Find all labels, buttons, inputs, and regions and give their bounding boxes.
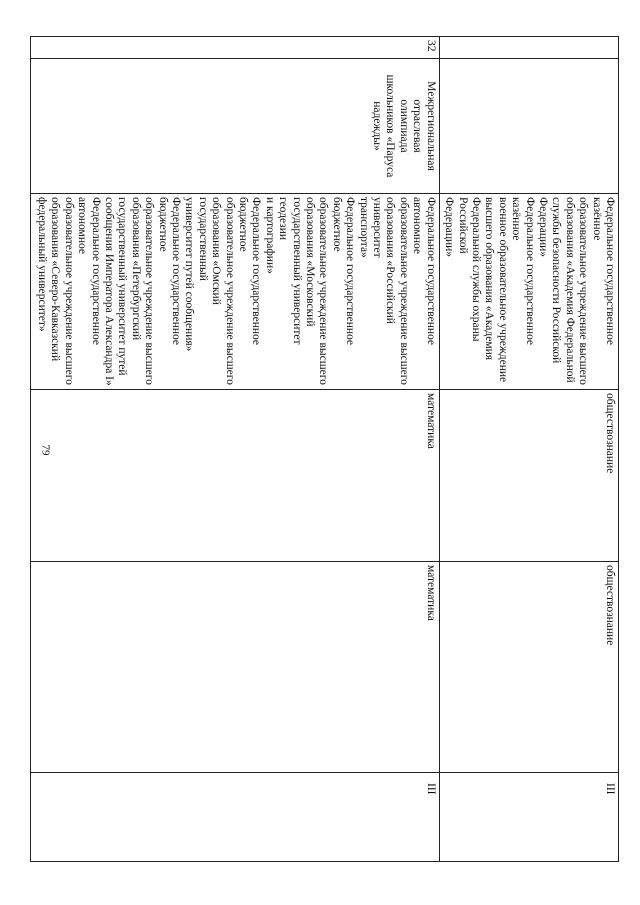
institution-line: Федеральное государственное бюджетное [156,197,182,346]
olympiad-name-cell [439,59,618,194]
institutions-cell [439,194,618,390]
table-row [30,37,439,862]
institution-line: образовательное учреждение высшего [62,197,75,385]
institution-line: военное образовательное учреждение [496,197,509,383]
olympiad-name-line: олимпиада [397,99,410,153]
institution-line: Федеральной службы охраны Российской [456,197,482,342]
row-number-cell [439,37,618,59]
institution-line: федеральный университет» [35,197,48,332]
olympiad-table [30,36,619,862]
institution-line: Федеральное государственное автономное [411,197,437,346]
institution-line: Федерации» [443,197,456,258]
olympiad-name-cell [30,59,439,194]
institution-line: образовательное учреждение высшего [317,197,330,385]
institution-line: Федеральное государственное казённое [510,197,536,346]
olympiad-name-line: Межрегиональная [424,81,437,171]
institution-line: университет путей сообщения» [183,197,196,352]
institution-line: государственный университет геодезии [277,197,303,345]
institution-line: и картографии» [263,197,276,274]
institution-line: образования «Московский [304,197,317,327]
institution-line: Федеральное государственное казённое [590,197,616,346]
institution-line: высшего образования «Академия [483,197,496,361]
subject-cell: математика [30,390,439,562]
institution-line: транспорта» [357,197,370,258]
institution-line: образования «Петербургский [129,197,142,341]
institution-line: государственный университет путей [116,197,129,376]
institution-line: образовательное учреждение высшего [223,197,236,385]
institution-line: образовательное учреждение высшего [577,197,590,385]
profile-cell: математика [30,562,439,773]
institution-line: образовательное учреждение высшего [143,197,156,385]
institution-line: Федерации» [536,197,549,258]
subject-cell: обществознание [439,390,618,562]
institution-line: сообщения Императора Александра I» [102,197,115,386]
institution-line: образовательное учреждение высшего [397,197,410,385]
olympiad-name-line: надежды» [371,101,384,151]
row-number-cell: 32 [30,37,439,59]
institution-line: службы безопасности Российской [550,197,563,364]
institutions-cell [30,194,439,390]
table-row [439,37,618,862]
olympiad-name-line: школьников «Паруса [384,74,397,178]
institution-line: образования «Северо-Кавказский [49,197,62,362]
institution-line: образования «Академия Федеральной [563,197,576,383]
institution-line: Федеральное государственное бюджетное [330,197,357,346]
page-number: 79 [39,444,52,456]
institution-line: образования «Российский университет [371,197,397,324]
level-cell: III [439,773,618,862]
institution-line: Федеральное государственное бюджетное [237,197,263,346]
profile-cell: обществознание [439,562,618,773]
olympiad-name-line: отраслевая [411,99,424,153]
institution-line: образования «Омский государственный [196,197,223,305]
level-cell: III [30,773,439,862]
institution-line: Федеральное государственное автономное [76,197,102,346]
